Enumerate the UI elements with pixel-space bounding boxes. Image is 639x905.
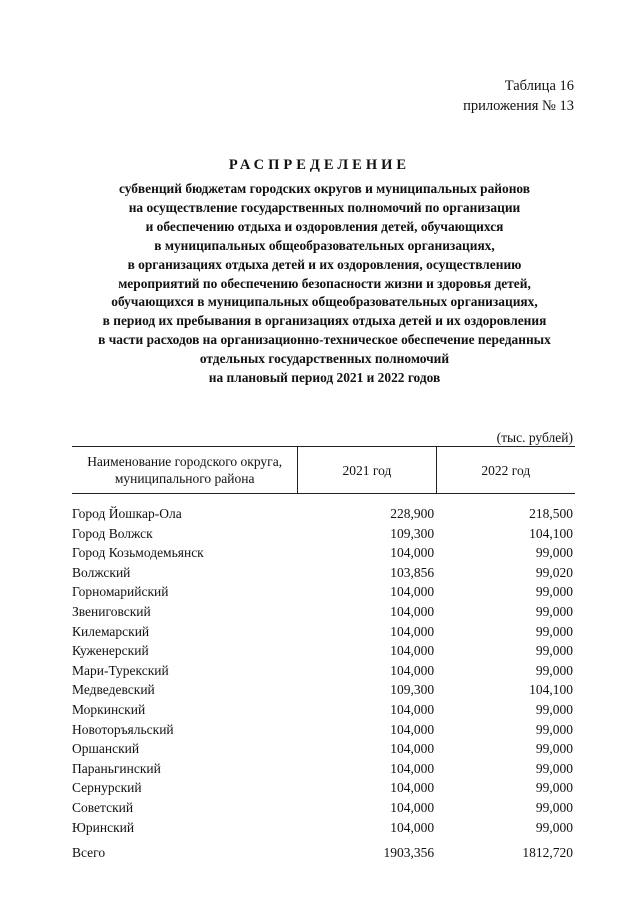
table-row bbox=[72, 641, 575, 661]
table-row bbox=[72, 622, 575, 642]
district-name-cell: Город Волжск bbox=[72, 525, 153, 541]
table-row bbox=[72, 661, 575, 681]
value-2021-cell: 104,000 bbox=[390, 662, 435, 678]
column-header-2021: 2021 год bbox=[298, 447, 436, 494]
district-name-cell: Куженерский bbox=[72, 643, 149, 659]
value-2022-cell: 99,000 bbox=[535, 623, 573, 639]
units-label: (тыс. рублей) bbox=[496, 430, 573, 445]
subtitle-line: субвенций бюджетам городских округов и муниципальных районов bbox=[118, 181, 531, 196]
value-2022-cell: 99,000 bbox=[535, 819, 573, 835]
value-2022-cell: 104,100 bbox=[529, 525, 573, 541]
table-header-row bbox=[72, 447, 575, 494]
value-2022-cell: 99,000 bbox=[535, 584, 573, 600]
district-name-cell: Горномарийский bbox=[72, 584, 169, 600]
table-row bbox=[72, 563, 575, 583]
table-row bbox=[72, 680, 575, 700]
value-2021-cell: 104,000 bbox=[390, 603, 435, 619]
value-2022-cell: 218,500 bbox=[529, 506, 573, 521]
subtitle-line: мероприятий по обеспечению безопасности жизни и здоровья детей, bbox=[118, 275, 531, 291]
subtitle-line: и обеспечению отдыха и оздоровления детей, обучающихся bbox=[145, 218, 504, 234]
value-2021-cell: 104,000 bbox=[390, 780, 435, 796]
value-2021-cell: 104,000 bbox=[390, 584, 435, 600]
district-name-cell: Юринский bbox=[72, 819, 135, 835]
table-row bbox=[72, 494, 575, 524]
district-name-cell: Параньгинский bbox=[72, 760, 161, 776]
value-2021-cell: 109,300 bbox=[390, 682, 435, 698]
value-2022-cell: 99,000 bbox=[535, 799, 573, 815]
table-row bbox=[72, 524, 575, 544]
value-2022-cell: 99,000 bbox=[535, 721, 573, 737]
table-number: Таблица 16 bbox=[504, 78, 574, 94]
district-name-cell: Мари-Турекский bbox=[72, 662, 169, 678]
value-2022-cell: 99,000 bbox=[535, 643, 573, 659]
value-2022-cell: 99,000 bbox=[535, 545, 573, 561]
subtitle-line: в период их пребывания в организациях отдыха детей и их оздоровления bbox=[102, 313, 547, 329]
subtitle-line: обучающихся в муниципальных общеобразовательных организациях, bbox=[111, 294, 538, 310]
district-name-cell: Город Йошкар-Ола bbox=[72, 506, 182, 521]
table-row bbox=[72, 778, 575, 798]
table-row bbox=[72, 700, 575, 720]
table-row bbox=[72, 798, 575, 818]
column-header-2022: 2022 год bbox=[436, 447, 575, 494]
subtitle-line: в муниципальных общеобразовательных организациях, bbox=[154, 237, 495, 253]
value-2022-cell: 99,020 bbox=[535, 564, 573, 580]
value-2021-cell: 228,900 bbox=[390, 506, 435, 521]
district-name-cell: Оршанский bbox=[72, 741, 140, 757]
document-title: РАСПРЕДЕЛЕНИЕ bbox=[228, 157, 411, 173]
table-body bbox=[72, 494, 575, 863]
distribution-table bbox=[72, 446, 575, 863]
document-subtitle bbox=[60, 180, 589, 388]
value-2021-cell: 104,000 bbox=[390, 799, 435, 815]
value-2021-cell: 103,856 bbox=[390, 564, 435, 580]
value-2022-cell: 99,000 bbox=[535, 780, 573, 796]
district-name-cell: Медведевский bbox=[72, 682, 155, 698]
table-row bbox=[72, 720, 575, 740]
value-2022-cell: 99,000 bbox=[535, 662, 573, 678]
value-2022-cell: 99,000 bbox=[535, 760, 573, 776]
table-row bbox=[72, 759, 575, 779]
district-name-cell: Всего bbox=[72, 845, 106, 861]
value-2021-cell: 104,000 bbox=[390, 545, 435, 561]
district-name-cell: Советский bbox=[72, 799, 134, 815]
table-reference bbox=[463, 76, 574, 116]
value-2021-cell: 104,000 bbox=[390, 741, 435, 757]
subtitle-line: на осуществление государственных полномочий по организации bbox=[128, 199, 521, 215]
district-name-cell: Моркинский bbox=[72, 701, 146, 717]
value-2021-cell: 104,000 bbox=[390, 760, 435, 776]
value-2021-cell: 1903,356 bbox=[383, 845, 435, 861]
table-row bbox=[72, 582, 575, 602]
district-name-cell: Килемарский bbox=[72, 623, 150, 639]
table-total-row bbox=[72, 837, 575, 863]
subtitle-line: на плановый период 2021 и 2022 годов bbox=[208, 370, 441, 386]
table-row bbox=[72, 602, 575, 622]
value-2021-cell: 104,000 bbox=[390, 721, 435, 737]
value-2021-cell: 104,000 bbox=[390, 701, 435, 717]
value-2021-cell: 104,000 bbox=[390, 623, 435, 639]
table-row bbox=[72, 543, 575, 563]
value-2021-cell: 109,300 bbox=[390, 525, 435, 541]
subtitle-line: в организациях отдыха детей и их оздоровления, осуществлению bbox=[127, 256, 522, 272]
value-2022-cell: 99,000 bbox=[535, 701, 573, 717]
table-row bbox=[72, 818, 575, 838]
value-2021-cell: 104,000 bbox=[390, 643, 435, 659]
subtitle-line: отдельных государственных полномочий bbox=[199, 351, 450, 367]
table-row bbox=[72, 739, 575, 759]
value-2022-cell: 99,000 bbox=[535, 741, 573, 757]
column-header-name: Наименование городского округа, муниципального района bbox=[72, 447, 298, 494]
value-2021-cell: 104,000 bbox=[390, 819, 435, 835]
value-2022-cell: 99,000 bbox=[535, 603, 573, 619]
value-2022-cell: 104,100 bbox=[529, 682, 573, 698]
subtitle-line: в части расходов на организационно-техническое обеспечение переданных bbox=[98, 332, 551, 348]
district-name-cell: Сернурский bbox=[72, 780, 142, 796]
district-name-cell: Новоторъяльский bbox=[72, 721, 174, 737]
value-2022-cell: 1812,720 bbox=[522, 845, 573, 861]
district-name-cell: Звениговский bbox=[72, 603, 151, 619]
district-name-cell: Город Козьмодемьянск bbox=[72, 545, 204, 561]
appendix-reference: приложения № 13 bbox=[463, 98, 574, 114]
district-name-cell: Волжский bbox=[72, 564, 131, 580]
